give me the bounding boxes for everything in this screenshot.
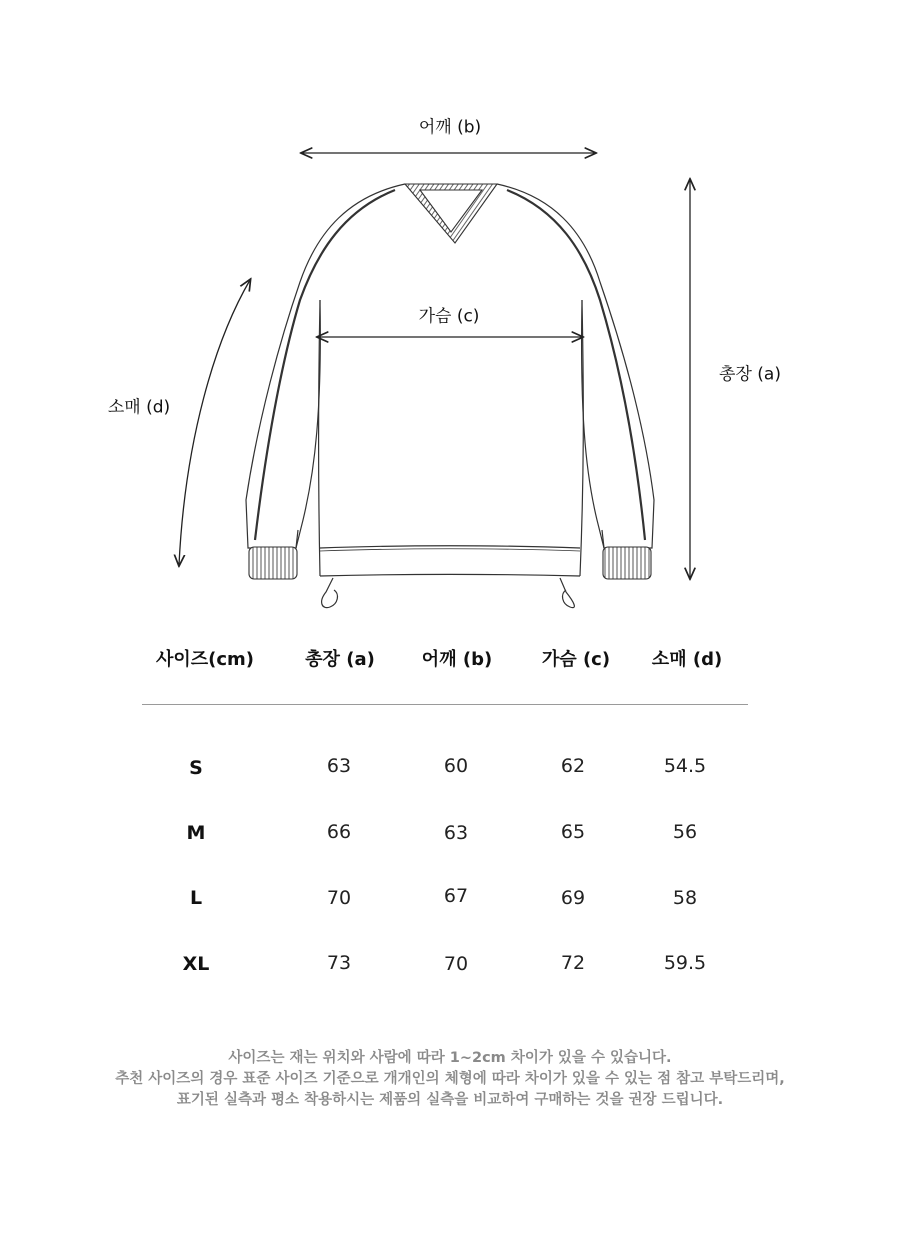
- size-cell: M: [186, 822, 206, 844]
- sleeve-cell: 59.5: [663, 952, 707, 974]
- header-shoulder: 어깨 (b): [421, 649, 493, 670]
- note-line: 사이즈는 재는 위치와 사람에 따라 1~2cm 차이가 있을 수 있습니다.: [228, 1050, 672, 1066]
- chest-cell: 62: [560, 755, 586, 777]
- right-cuff: [603, 547, 651, 579]
- shoulder-cell: 67: [443, 885, 469, 907]
- shoulder-cell: 70: [443, 953, 469, 975]
- left-cuff: [249, 547, 297, 579]
- sleeve-cell: 58: [672, 887, 698, 909]
- sleeve-label: 소매 (d): [107, 397, 171, 418]
- length-cell: 70: [326, 887, 352, 909]
- length-cell: 63: [326, 755, 352, 777]
- size-cell: XL: [182, 953, 210, 975]
- header-length: 총장 (a): [305, 649, 375, 670]
- chest-cell: 69: [560, 887, 586, 909]
- sleeve-cell: 54.5: [663, 755, 707, 777]
- size-cell: L: [189, 887, 203, 909]
- chest-cell: 65: [560, 821, 586, 843]
- size-notes: [0, 1048, 900, 1111]
- length-label: 총장 (a): [719, 364, 781, 385]
- header-size: 사이즈(cm): [155, 649, 255, 670]
- shoulder-label: 어깨 (b): [418, 117, 482, 138]
- chest-label: 가슴 (c): [418, 306, 480, 327]
- sleeve-arrow: [179, 280, 250, 565]
- header-chest: 가슴 (c): [541, 649, 611, 670]
- garment-outline: [246, 184, 654, 608]
- note-line: 표기된 실측과 평소 착용하시는 제품의 실측을 비교하여 구매하는 것을 권장 드립니다.: [176, 1092, 724, 1108]
- chest-cell: 72: [560, 952, 586, 974]
- note-line: 추천 사이즈의 경우 표준 사이즈 기준으로 개개인의 체형에 따라 차이가 있을 수 있는 점 참고 부탁드리며,: [115, 1071, 785, 1087]
- size-cell: S: [189, 757, 203, 779]
- sleeve-cell: 56: [672, 821, 698, 843]
- header-sleeve: 소매 (d): [651, 649, 723, 670]
- table-divider: [142, 704, 748, 705]
- shoulder-cell: 63: [443, 822, 469, 844]
- length-cell: 73: [326, 952, 352, 974]
- length-cell: 66: [326, 821, 352, 843]
- shoulder-cell: 60: [443, 755, 469, 777]
- collar-rib: [405, 184, 497, 243]
